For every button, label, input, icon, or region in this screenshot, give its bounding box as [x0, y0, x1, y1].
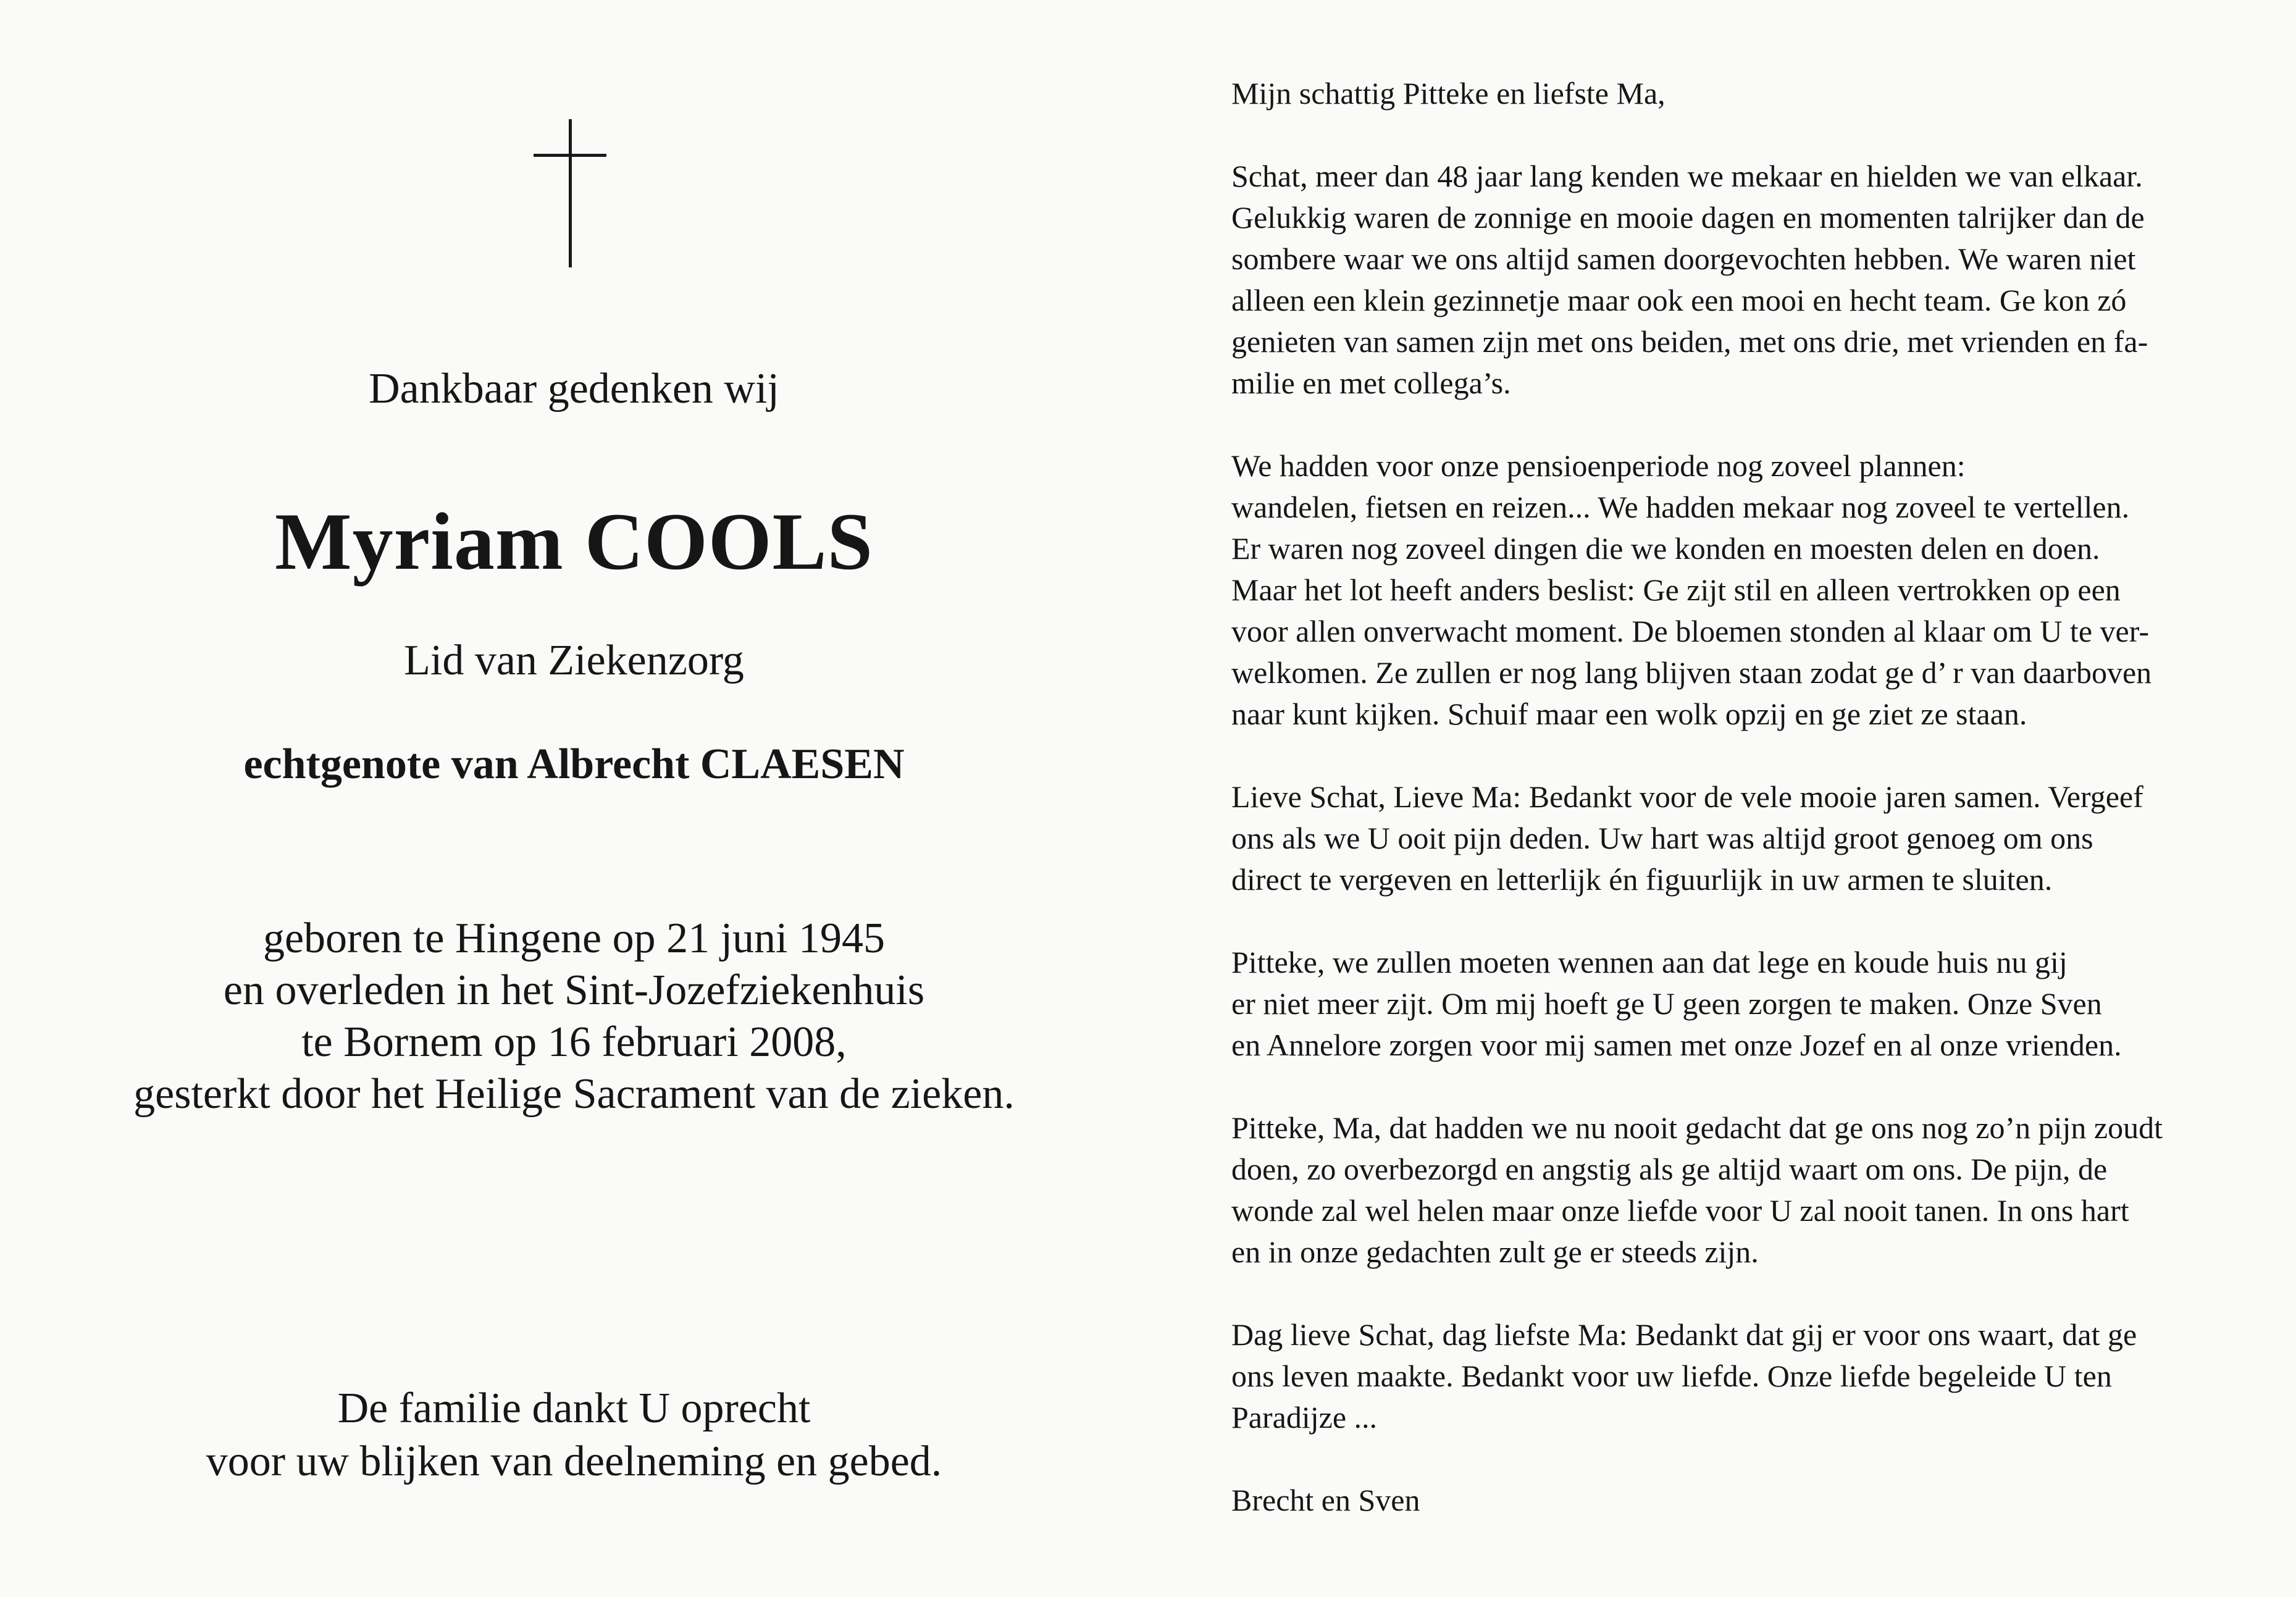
letter-line: Maar het lot heeft anders beslist: Ge zijt stil en alleen vertrokken op een [1231, 572, 2121, 607]
letter-line: sombere waar we ons altijd samen doorgevochten hebben. We waren niet [1231, 241, 2136, 276]
letter-line: Schat, meer dan 48 jaar lang kenden we mekaar en hielden we van elkaar. [1231, 159, 2143, 193]
thanks-line: voor uw blijken van deelneming en gebed. [206, 1438, 942, 1485]
letter-line: Lieve Schat, Lieve Ma: Bedankt voor de vele mooie jaren samen. Vergeef [1231, 779, 2143, 814]
intro-text: Dankbaar gedenken wij [369, 365, 779, 413]
bio-block [0, 913, 1148, 1120]
deceased-name: Myriam COOLS [275, 496, 873, 587]
letter-line: Dag lieve Schat, dag liefste Ma: Bedankt dat gij er voor ons waart, dat ge [1231, 1317, 2137, 1352]
letter-paragraph [1231, 942, 2275, 1066]
letter-salutation: Mijn schattig Pitteke en liefste Ma, [1231, 76, 1665, 111]
letter-line: We hadden voor onze pensioenperiode nog zoveel plannen: [1231, 448, 1966, 483]
letter-paragraph [1231, 776, 2275, 900]
letter-line: ons leven maakte. Bedankt voor uw liefde. Onze liefde begeleide U ten [1231, 1359, 2112, 1393]
membership-text: Lid van Ziekenzorg [404, 637, 744, 684]
letter-paragraph [1231, 1314, 2275, 1438]
letter-body [1231, 73, 2275, 1521]
letter-line: wandelen, fietsen en reizen... We hadden mekaar nog zoveel te vertellen. [1231, 490, 2130, 524]
letter-paragraph [1231, 156, 2275, 404]
bio-line: gesterkt door het Heilige Sacrament van de zieken. [133, 1070, 1015, 1118]
thanks-line: De familie dankt U oprecht [337, 1385, 811, 1432]
thanks-block [0, 1382, 1148, 1488]
letter-signature: Brecht en Sven [1231, 1483, 1420, 1517]
letter-line: genieten van samen zijn met ons beiden, met ons drie, met vrienden en fa- [1231, 324, 2148, 359]
letter-line: ons als we U ooit pijn deden. Uw hart was altijd groot genoeg om ons [1231, 821, 2093, 855]
letter-paragraph [1231, 445, 2275, 735]
letter-line: Pitteke, Ma, dat hadden we nu nooit gedacht dat ge ons nog zo’n pijn zoudt [1231, 1110, 2163, 1145]
letter-line: en Annelore zorgen voor mij samen met onze Jozef en al onze vrienden. [1231, 1028, 2122, 1062]
letter-line: en in onze gedachten zult ge er steeds zijn. [1231, 1234, 1759, 1269]
letter-line: welkomen. Ze zullen er nog lang blijven staan zodat ge d’ r van daarboven [1231, 655, 2152, 690]
bio-line: geboren te Hingene op 21 juni 1945 [262, 915, 885, 962]
letter-line: alleen een klein gezinnetje maar ook een mooi en hecht team. Ge kon zó [1231, 283, 2127, 317]
letter-line: Paradijze ... [1231, 1400, 1378, 1435]
letter-line: voor allen onverwacht moment. De bloemen stonden al klaar om U te ver- [1231, 614, 2150, 648]
bio-line: te Bornem op 16 februari 2008, [301, 1018, 847, 1066]
letter-line: Gelukkig waren de zonnige en mooie dagen en momenten talrijker dan de [1231, 200, 2145, 235]
letter-line: milie en met collega’s. [1231, 366, 1511, 400]
cross-icon [534, 119, 606, 267]
letter-line: naar kunt kijken. Schuif maar een wolk opzij en ge ziet ze staan. [1231, 697, 2027, 731]
letter-line: er niet meer zijt. Om mij hoeft ge U geen zorgen te maken. Onze Sven [1231, 986, 2102, 1021]
letter-line: direct te vergeven en letterlijk én figuurlijk in uw armen te sluiten. [1231, 862, 2053, 897]
letter-line: wonde zal wel helen maar onze liefde voor U zal nooit tanen. In ons hart [1231, 1193, 2129, 1228]
letter-paragraph [1231, 1107, 2275, 1273]
letter-line: Pitteke, we zullen moeten wennen aan dat lege en koude huis nu gij [1231, 945, 2068, 979]
bio-line: en overleden in het Sint-Jozefziekenhuis [223, 966, 925, 1014]
letter-line: Er waren nog zoveel dingen die we konden en moesten delen en doen. [1231, 531, 2100, 566]
letter-line: doen, zo overbezorgd en angstig als ge altijd waart om ons. De pijn, de [1231, 1152, 2108, 1186]
spouse-text: echtgenote van Albrecht CLAESEN [243, 740, 905, 788]
letter-panel [1231, 73, 2275, 1567]
